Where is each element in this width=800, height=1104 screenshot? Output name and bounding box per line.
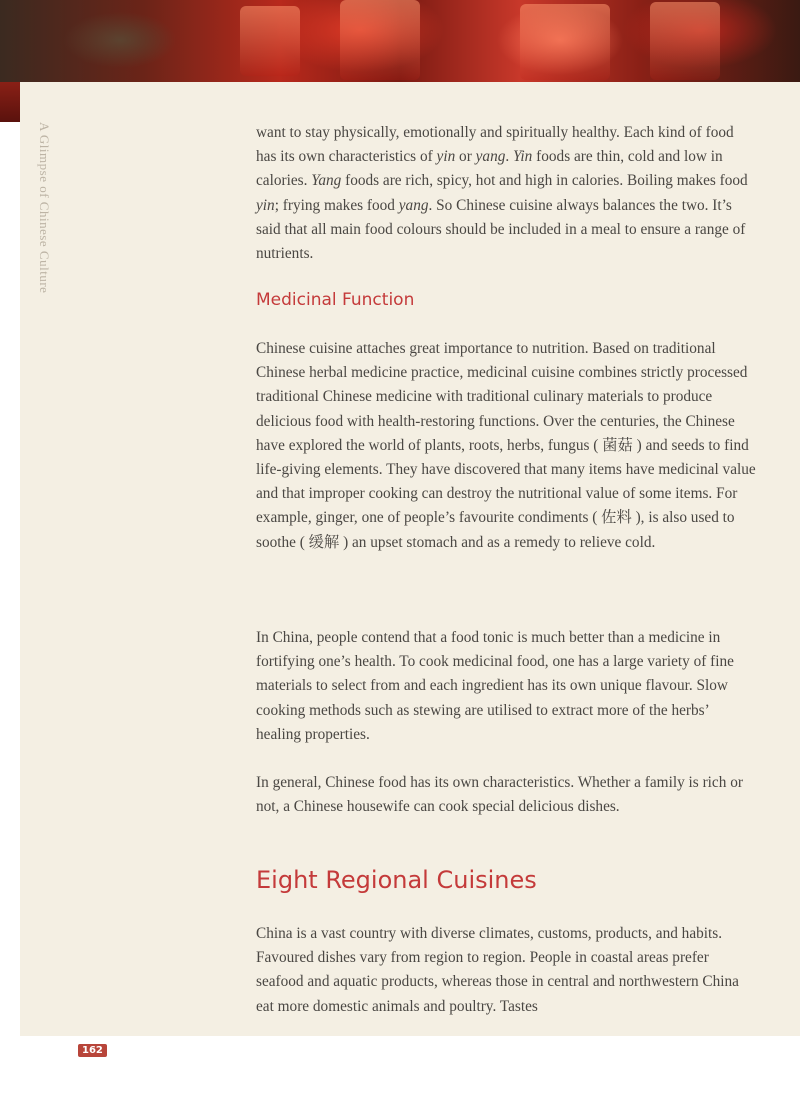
lantern-icon bbox=[650, 2, 720, 80]
medicinal-paragraph-2: In China, people contend that a food tonic is much better than a medicine in fortifying one’s health. To cook medicinal food, one has a large variety of fine materials to select from and each ingredient has its own unique flavour. Slow cooking methods such as stewing are utilised to extract more of the herbs’ healing properties. bbox=[256, 629, 734, 743]
running-title: A Glimpse of Chinese Culture bbox=[37, 122, 52, 294]
regional-paragraph-1: China is a vast country with diverse climates, customs, products, and habits. Favoured dishes vary from region to region. People in coastal areas prefer seafood and aquatic products, whereas those in central and northwestern China eat more domestic animals and poultry. Tastes bbox=[256, 925, 739, 1015]
intro-paragraph: want to stay physically, emotionally and spiritually healthy. Each kind of food has its own characteristics of yin or yang. Yin foods are thin, cold and low in calories. Yang foods are rich, spicy, hot and high in calories. Boiling makes food yin; frying makes food yang. So Chinese cuisine always balances the two. It’s said that all main food colours should be included in a meal to ensure a range of nutrients. bbox=[256, 124, 748, 263]
medicinal-paragraph-1: Chinese cuisine attaches great importance to nutrition. Based on traditional Chinese herbal medicine practice, medicinal cuisine combines strictly processed traditional Chinese medicine with traditional culinary materials to produce delicious food with health-restoring functions. Over the centuries, the Chinese have explored the world of plants, roots, herbs, fungus ( 菌菇 ) and seeds to find life-giving elements. They have discovered that many items have medicinal value and that improper cooking can destroy the nutritional value of some items. For example, ginger, one of people’s favourite condiments ( 佐料 ), is also used to soothe ( 缓解 ) an upset stomach and as a remedy to relieve cold. bbox=[256, 340, 756, 551]
section-heading-medicinal: Medicinal Function bbox=[256, 290, 415, 310]
page-number: 162 bbox=[78, 1044, 107, 1057]
banner-edge bbox=[0, 82, 20, 122]
lantern-icon bbox=[340, 0, 420, 80]
header-photo-banner bbox=[0, 0, 800, 82]
medicinal-paragraph-3: In general, Chinese food has its own characteristics. Whether a family is rich or not, a Chinese housewife can cook special delicious dishes. bbox=[256, 774, 743, 816]
section-heading-regional: Eight Regional Cuisines bbox=[256, 866, 537, 894]
lantern-icon bbox=[240, 6, 300, 76]
lantern-icon bbox=[520, 4, 610, 80]
